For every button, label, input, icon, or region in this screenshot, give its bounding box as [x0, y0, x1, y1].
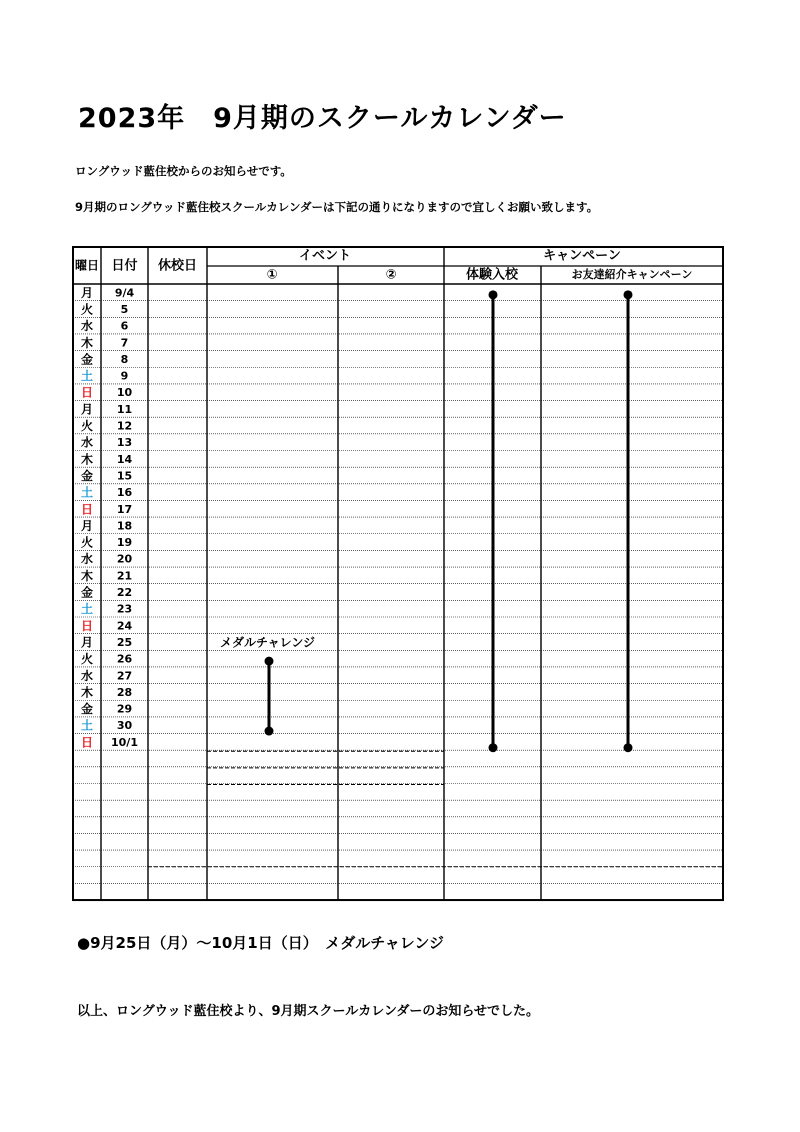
weekday-cell: 火: [80, 535, 94, 550]
weekday-cell: 水: [80, 435, 94, 450]
date-cell: 10: [116, 386, 133, 400]
weekday-cell: 月: [80, 285, 94, 300]
weekday-cell: 土: [80, 718, 94, 733]
event-span-end-dot: [265, 727, 274, 736]
date-cell: 25: [116, 635, 133, 649]
weekday-cell: 水: [80, 552, 94, 567]
weekday-cell: 土: [80, 485, 94, 500]
date-cell: 30: [116, 719, 133, 733]
referral-span-start-dot: [624, 290, 633, 299]
date-cell: 5: [120, 302, 129, 316]
date-cell: 11: [116, 402, 133, 416]
weekday-cell: 日: [80, 385, 94, 400]
weekday-cell: 土: [80, 602, 94, 617]
date-cell: 9/4: [114, 286, 135, 300]
date-cell: 16: [116, 486, 133, 500]
date-cell: 18: [116, 519, 133, 533]
header-event-1: ①: [266, 267, 278, 283]
date-cell: 19: [116, 536, 133, 550]
weekday-cell: 月: [80, 518, 94, 533]
weekday-cell: 火: [80, 419, 94, 434]
event-span-start-dot: [265, 657, 274, 666]
weekday-cell: 水: [80, 668, 94, 683]
weekday-cell: 土: [80, 369, 94, 384]
date-cell: 22: [116, 586, 133, 600]
weekday-cell: 木: [80, 685, 94, 700]
weekday-cell: 日: [80, 618, 94, 633]
date-cell: 15: [116, 469, 133, 483]
date-cell: 10/1: [111, 735, 138, 749]
header-trial: 体験入校: [465, 267, 519, 283]
closing-message: 以上、ロングウッド藍住校より、9月期スクールカレンダーのお知らせでした。: [77, 1004, 540, 1019]
weekday-cell: 金: [80, 585, 94, 600]
weekday-cell: 金: [80, 702, 94, 717]
table-border: [73, 247, 723, 900]
weekday-cell: 日: [80, 502, 94, 517]
weekday-cell: 月: [80, 402, 94, 417]
weekday-cell: 水: [80, 319, 94, 334]
date-cell: 14: [116, 452, 133, 466]
date-cell: 13: [116, 436, 133, 450]
event-label: メダルチャレンジ: [220, 635, 316, 650]
page-title: 2023年 9月期のスクールカレンダー: [78, 103, 567, 134]
date-cell: 27: [116, 669, 133, 683]
header-event: イベント: [298, 248, 352, 264]
date-cell: 12: [116, 419, 133, 433]
weekday-cell: 木: [80, 568, 94, 583]
referral-span-end-dot: [624, 743, 633, 752]
intro-line-1: ロングウッド藍住校からのお知らせです。: [75, 164, 292, 178]
weekday-cell: 木: [80, 452, 94, 467]
date-cell: 6: [120, 319, 129, 333]
trial-span-end-dot: [489, 743, 498, 752]
intro-line-2: 9月期のロングウッド藍住校スクールカレンダーは下記の通りになりますので宜しくお願い致します。: [75, 200, 599, 214]
header-holiday: 休校日: [157, 258, 198, 274]
date-cell: 8: [120, 352, 129, 366]
header-campaign: キャンペーン: [543, 248, 621, 264]
weekday-cell: 火: [80, 302, 94, 317]
weekday-cell: 木: [80, 335, 94, 350]
header-weekday: 曜日: [74, 258, 100, 273]
weekday-cell: 金: [80, 468, 94, 483]
date-cell: 7: [120, 336, 129, 350]
header-referral: お友達紹介キャンペーン: [571, 268, 693, 281]
weekday-cell: 月: [80, 635, 94, 650]
header-date: 日付: [111, 258, 138, 274]
trial-span-start-dot: [489, 290, 498, 299]
date-cell: 17: [116, 502, 133, 516]
date-cell: 29: [116, 702, 133, 716]
event-footnote: ●9月25日（月）～10月1日（日） メダルチャレンジ: [77, 934, 445, 952]
date-cell: 20: [116, 552, 133, 566]
date-cell: 26: [116, 652, 133, 666]
date-cell: 24: [116, 619, 133, 633]
weekday-cell: 火: [80, 652, 94, 667]
weekday-cell: 日: [80, 735, 94, 750]
header-event-2: ②: [385, 267, 397, 283]
date-cell: 21: [116, 569, 133, 583]
weekday-cell: 金: [80, 352, 94, 367]
date-cell: 9: [120, 369, 129, 383]
date-cell: 28: [116, 685, 133, 699]
date-cell: 23: [116, 602, 133, 616]
